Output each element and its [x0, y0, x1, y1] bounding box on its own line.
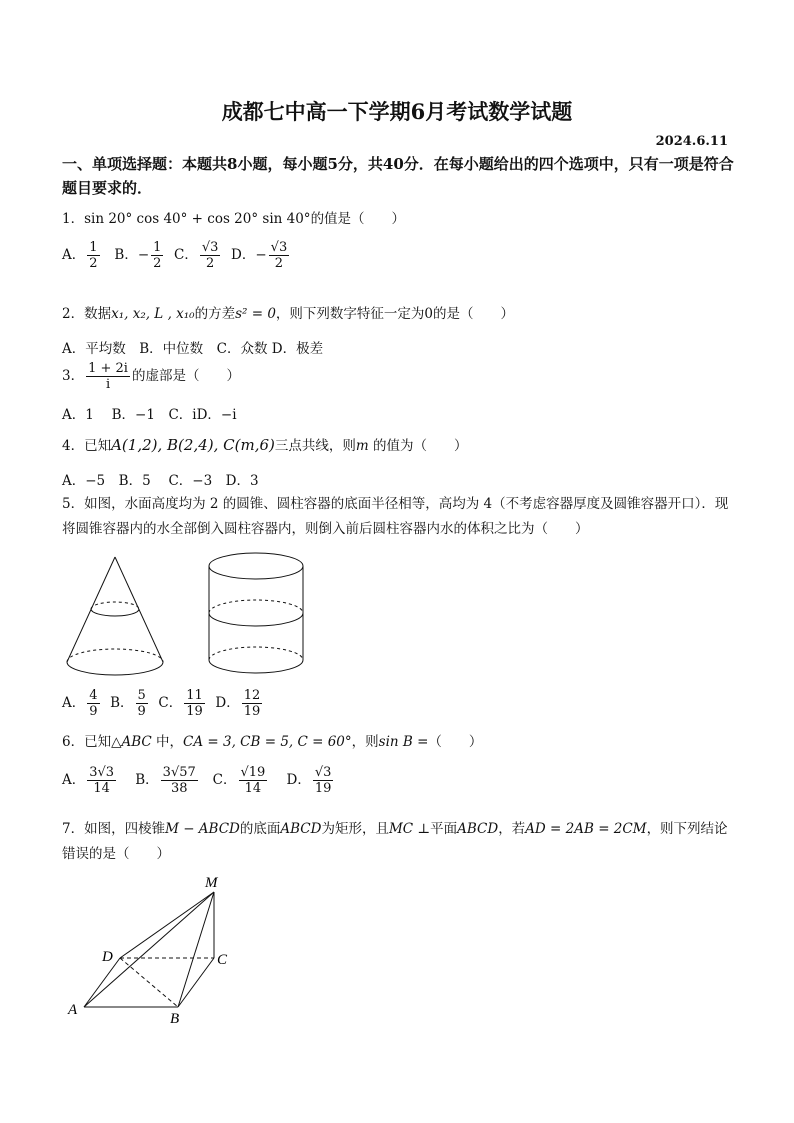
question-6: 6．已知△ABC 中，CA = 3, CB = 5, C = 60°，则sin B =（ ） — [62, 734, 483, 750]
q4-points: A(1,2), B(2,4), C(m,6) — [111, 436, 275, 454]
q2-variance: s² = 0 — [235, 306, 276, 322]
fraction: $\frac{√3}{2}$ — [201, 240, 219, 271]
fraction: $\frac{12}{19}$ — [243, 688, 261, 719]
cylinder-figure — [209, 553, 303, 673]
fraction: $\frac{√19}{14}$ — [240, 765, 266, 796]
q5-options — [62, 688, 264, 719]
q6-given: CA = 3, CB = 5, C = 60° — [183, 734, 352, 750]
q1-option-c[interactable]: C． $\frac{√3}{2}$ — [174, 240, 219, 271]
question-5: 5．如图，水面高度均为 2 的圆锥、圆柱容器的底面半径相等，高均为 4（不考虑容器厚度及圆锥容器开口）．现将圆锥容器内的水全部倒入圆柱容器内，则倒入前后圆柱容器内水的体积之比为（ ） — [62, 496, 729, 537]
fraction: $\frac{1}{2}$ — [153, 240, 162, 271]
q1-number: 1． — [62, 211, 85, 227]
fraction: $\frac{3√3}{14}$ — [89, 765, 115, 796]
q6-option-b[interactable]: B． $\frac{3√57}{38}$ — [135, 765, 196, 796]
label-m: M — [205, 875, 218, 891]
fraction: $\frac{1}{2}$ — [89, 240, 98, 271]
q2-options[interactable]: A．平均数 B．中位数 C．众数 D．极差 — [62, 341, 324, 357]
cone-cylinder-figure — [62, 552, 312, 682]
q4-options[interactable]: A．−5 B．5 C．−3 D．3 — [62, 473, 259, 489]
q6-option-c[interactable]: C． $\frac{√19}{14}$ — [212, 765, 266, 796]
fraction: $\frac{4}{9}$ — [89, 688, 98, 719]
q5-option-b[interactable]: B． $\frac{5}{9}$ — [110, 688, 146, 719]
question-3: 3． $\frac{1 + 2i}{i}$ 的虚部是（ ） — [62, 361, 240, 392]
q1-option-b[interactable]: B．− $\frac{1}{2}$ — [114, 240, 162, 271]
fraction: $\frac{11}{19}$ — [186, 688, 203, 719]
label-b: B — [170, 1011, 180, 1027]
q6-option-a[interactable]: A． $\frac{3√3}{14}$ — [62, 765, 115, 796]
q1-option-d[interactable]: D．− $\frac{√3}{2}$ — [231, 240, 288, 271]
q1-options — [62, 240, 291, 271]
label-c: C — [217, 952, 228, 968]
label-d: D — [102, 949, 113, 965]
q1-expression: sin 20° cos 40° + cos 20° sin 40° — [84, 211, 311, 227]
question-2: 2．数据x₁, x₂, L , x₁₀的方差s² = 0，则下列数字特征一定为0的是（ ） — [62, 306, 515, 322]
q1-option-a[interactable]: A． $\frac{1}{2}$ — [62, 240, 98, 271]
q3-options[interactable]: A．1 B．−1 C．iD．−i — [62, 407, 237, 423]
q5-option-c[interactable]: C． $\frac{11}{19}$ — [158, 688, 203, 719]
label-a: A — [68, 1002, 78, 1018]
fraction: $\frac{3√57}{38}$ — [162, 765, 196, 796]
q1-stem: 的值是（ ） — [310, 211, 406, 227]
cone-figure — [67, 557, 163, 675]
q5-option-a[interactable]: A． $\frac{4}{9}$ — [62, 688, 98, 719]
fraction: $\frac{√3}{19}$ — [314, 765, 332, 796]
fraction: $\frac{5}{9}$ — [137, 688, 146, 719]
q3-fraction: $\frac{1 + 2i}{i}$ — [88, 361, 128, 392]
pyramid-figure — [62, 868, 242, 1028]
q2-data-set: x₁, x₂, L , x₁₀ — [111, 306, 195, 322]
page-title: 成都七中高一下学期6月考试数学试题 — [221, 99, 573, 124]
q6-options — [62, 765, 335, 796]
question-4: 4．已知A(1,2), B(2,4), C(m,6)三点共线，则m 的值为（ ） — [62, 436, 468, 454]
question-7: 7．如图，四棱锥M − ABCD的底面ABCD为矩形，且MC ⊥平面ABCD，若AD = 2AB = 2CM，则下列结论错误的是（ ） — [62, 821, 728, 862]
fraction: $\frac{√3}{2}$ — [270, 240, 288, 271]
section-heading: 一、单项选择题：本题共8小题，每小题5分，共40分．在每小题给出的四个选项中，只有一项是符合题目要求的． — [62, 155, 734, 197]
question-1 — [62, 207, 405, 227]
exam-date: 2024.6.11 — [655, 134, 728, 149]
q6-option-d[interactable]: D． $\frac{√3}{19}$ — [286, 765, 332, 796]
q5-option-d[interactable]: D． $\frac{12}{19}$ — [215, 688, 261, 719]
